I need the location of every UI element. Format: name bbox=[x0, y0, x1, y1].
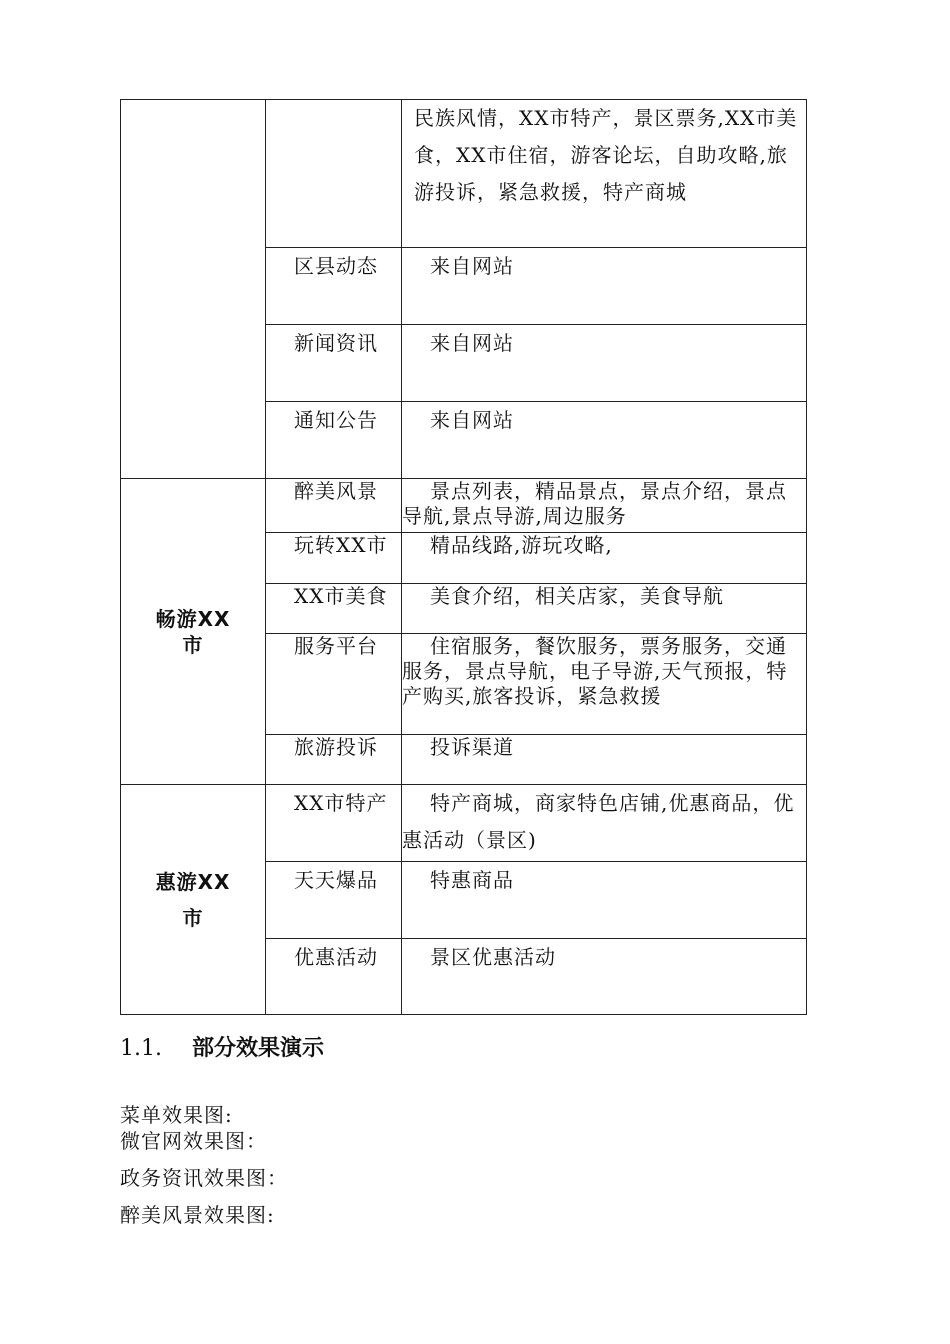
section-number: 1.1. bbox=[120, 1036, 162, 1061]
category-cell bbox=[121, 100, 266, 479]
table-row bbox=[121, 479, 807, 533]
subcategory-label: 服务平台 bbox=[294, 634, 378, 658]
subcategory-cell bbox=[266, 634, 402, 735]
description-text: 景点列表，精品景点，景点介绍，景点导航,景点导游,周边服务 bbox=[402, 479, 787, 528]
description-cell bbox=[402, 634, 807, 735]
description-text: 来自网站 bbox=[430, 408, 514, 432]
subcategory-label: XX市美食 bbox=[294, 584, 388, 608]
caption-scenery: 醉美风景效果图: bbox=[120, 1203, 275, 1227]
subcategory-cell bbox=[266, 862, 402, 939]
subcategory-cell bbox=[266, 533, 402, 584]
table-row bbox=[121, 785, 807, 862]
subcategory-cell bbox=[266, 402, 402, 479]
category-label: 惠游XX市 bbox=[155, 869, 231, 930]
subcategory-label: 旅游投诉 bbox=[294, 735, 378, 759]
description-text: 住宿服务，餐饮服务，票务服务，交通服务，景点导航，电子导游,天气预报，特产购买,旅客投诉，紧急救援 bbox=[402, 634, 788, 708]
description-cell bbox=[402, 584, 807, 634]
subcategory-label: 通知公告 bbox=[294, 408, 378, 432]
section-heading bbox=[120, 1031, 324, 1062]
description-text: 来自网站 bbox=[430, 254, 514, 278]
description-cell bbox=[402, 533, 807, 584]
category-label: 畅游XX市 bbox=[155, 606, 231, 657]
description-cell bbox=[402, 248, 807, 325]
subcategory-cell bbox=[266, 479, 402, 533]
description-cell bbox=[402, 862, 807, 939]
description-text: 投诉渠道 bbox=[430, 735, 514, 759]
description-cell bbox=[402, 402, 807, 479]
feature-table bbox=[120, 99, 807, 1015]
description-text: 特惠商品 bbox=[430, 868, 514, 892]
section-title: 部分效果演示 bbox=[192, 1036, 325, 1061]
description-cell bbox=[402, 785, 807, 862]
description-cell bbox=[402, 325, 807, 402]
description-cell bbox=[402, 479, 807, 533]
subcategory-label: 玩转XX市 bbox=[294, 533, 388, 557]
subcategory-label: XX市特产 bbox=[294, 791, 388, 815]
description-text: 特产商城，商家特色店铺,优惠商品，优惠活动（景区) bbox=[402, 791, 795, 852]
subcategory-label: 区县动态 bbox=[294, 254, 378, 278]
subcategory-cell bbox=[266, 248, 402, 325]
subcategory-label: 新闻资讯 bbox=[294, 331, 378, 355]
caption-micro-site: 微官网效果图： bbox=[120, 1129, 267, 1153]
description-text: 美食介绍，相关店家，美食导航 bbox=[430, 584, 724, 608]
subcategory-cell bbox=[266, 785, 402, 862]
description-text: 来自网站 bbox=[430, 331, 514, 355]
subcategory-cell bbox=[266, 325, 402, 402]
category-cell bbox=[121, 785, 266, 1015]
description-cell bbox=[402, 735, 807, 785]
description-cell bbox=[402, 939, 807, 1015]
subcategory-cell bbox=[266, 100, 402, 248]
description-cell: 民族风情，XX市特产，景区票务,XX市美食，XX市住宿，游客论坛，自助攻略,旅游投诉，紧急救援，特产商城 bbox=[402, 100, 807, 248]
table-row bbox=[121, 100, 807, 248]
subcategory-cell bbox=[266, 584, 402, 634]
subcategory-label: 优惠活动 bbox=[294, 945, 378, 969]
description-text: 精品线路,游玩攻略, bbox=[430, 533, 613, 557]
subcategory-label: 天天爆品 bbox=[294, 868, 378, 892]
description-text: 景区优惠活动 bbox=[430, 945, 556, 969]
caption-menu: 菜单效果图: bbox=[120, 1103, 233, 1127]
caption-gov-news: 政务资讯效果图： bbox=[120, 1166, 288, 1190]
subcategory-label: 醉美风景 bbox=[294, 479, 378, 503]
subcategory-cell bbox=[266, 939, 402, 1015]
subcategory-cell bbox=[266, 735, 402, 785]
category-cell bbox=[121, 479, 266, 785]
